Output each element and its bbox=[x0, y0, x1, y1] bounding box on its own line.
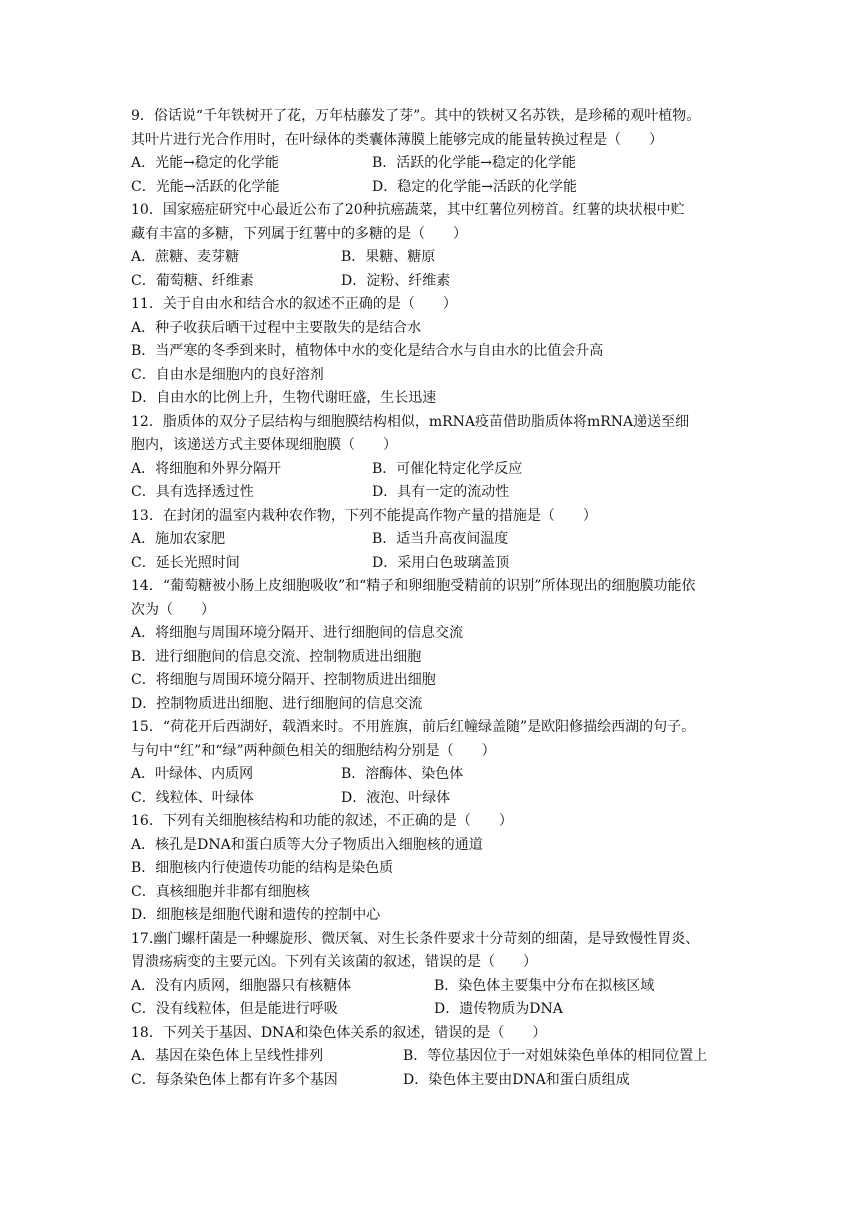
question-18-options-row-2 bbox=[131, 1069, 731, 1093]
option-b: B．进行细胞间的信息交流、控制物质进出细胞 bbox=[131, 648, 422, 665]
option-c: C．没有线粒体，但是能进行呼吸 bbox=[131, 1001, 338, 1017]
option-b: B．等位基因位于一对姐妹染色单体的相同位置上 bbox=[403, 1048, 708, 1064]
option-a: A．核孔是DNA和蛋白质等大分子物质出入细胞核的通道 bbox=[131, 836, 483, 853]
option-c: C．延长光照时间 bbox=[131, 554, 240, 571]
option-c: C．具有选择透过性 bbox=[131, 484, 254, 500]
question-10-options-row-2 bbox=[131, 270, 731, 294]
option-d: D．控制物质进出细胞、进行细胞间的信息交流 bbox=[131, 695, 423, 712]
option-b: B．果糖、糖原 bbox=[341, 249, 436, 265]
option-a: A．光能→稳定的化学能 bbox=[131, 155, 279, 171]
question-14-stem-line-2: 次为（ ） bbox=[131, 601, 215, 618]
option-c: C．光能→活跃的化学能 bbox=[131, 178, 280, 195]
option-a: A．施加农家肥 bbox=[131, 531, 226, 547]
option-c: C．真核细胞并非都有细胞核 bbox=[131, 883, 310, 900]
option-d: D．遗传物质为DNA bbox=[434, 1001, 563, 1017]
option-d: D．细胞核是细胞代谢和遗传的控制中心 bbox=[131, 907, 381, 923]
question-17-options-row-1 bbox=[131, 975, 731, 999]
option-a: A．将细胞和外界分隔开 bbox=[131, 460, 282, 477]
question-9-stem-line-1: 9．俗话说“千年铁树开了花，万年枯藤发了芽”。其中的铁树又名苏铁，是珍稀的观叶植物。 bbox=[131, 108, 701, 124]
question-15-options-row-2 bbox=[131, 787, 731, 811]
question-13-options-row-1 bbox=[131, 528, 731, 552]
option-a: A．基因在染色体上呈线性排列 bbox=[131, 1048, 324, 1064]
question-18-stem: 18．下列关于基因、DNA和染色体关系的叙述，错误的是（ ） bbox=[131, 1024, 547, 1041]
question-10-options-row-1 bbox=[131, 246, 731, 270]
option-a: A．种子收获后晒干过程中主要散失的是结合水 bbox=[131, 319, 422, 336]
option-b: B．溶酶体、染色体 bbox=[341, 766, 464, 782]
question-10-stem-line-2: 藏有丰富的多糖，下列属于红薯中的多糖的是（ ） bbox=[131, 225, 467, 242]
question-12-stem-line-1: 12．脂质体的双分子层结构与细胞膜结构相似，mRNA疫苗借助脂质体将mRNA递送至细 bbox=[131, 413, 690, 430]
option-b: B．活跃的化学能→稳定的化学能 bbox=[372, 155, 577, 171]
question-17-options-row-2 bbox=[131, 998, 731, 1022]
option-b: B．细胞核内行使遗传功能的结构是染色质 bbox=[131, 860, 394, 876]
option-d: D．淀粉、纤维素 bbox=[341, 272, 451, 289]
option-d: D．液泡、叶绿体 bbox=[341, 789, 451, 806]
question-9-options-row-2 bbox=[131, 176, 731, 200]
option-b: B．适当升高夜间温度 bbox=[372, 531, 509, 547]
option-c: C．每条染色体上都有许多个基因 bbox=[131, 1071, 338, 1088]
option-b: B．可催化特定化学反应 bbox=[372, 460, 523, 477]
question-14-stem-line-1: 14．“葡萄糖被小肠上皮细胞吸收”和“精子和卵细胞受精前的识别”所体现出的细胞膜功能依 bbox=[131, 578, 696, 594]
option-d: D．具有一定的流动性 bbox=[372, 484, 510, 500]
option-c: C．自由水是细胞内的良好溶剂 bbox=[131, 366, 324, 383]
option-a: A．将细胞与周围环境分隔开、进行细胞间的信息交流 bbox=[131, 625, 464, 641]
option-d: D．自由水的比例上升，生物代谢旺盛，生长迅速 bbox=[131, 390, 437, 406]
question-9-stem-line-2: 其叶片进行光合作用时，在叶绿体的类囊体薄膜上能够完成的能量转换过程是（ ） bbox=[131, 131, 663, 148]
question-15-stem-line-2: 与句中“红”和“绿”两种颜色相关的细胞结构分别是（ ） bbox=[131, 742, 496, 759]
option-c: C．葡萄糖、纤维素 bbox=[131, 272, 254, 289]
option-a: A．蔗糖、麦芽糖 bbox=[131, 249, 240, 265]
question-17-stem-line-2: 胃溃疡病变的主要元凶。下列有关该菌的叙述，错误的是（ ） bbox=[131, 954, 537, 970]
question-list bbox=[131, 105, 731, 1092]
question-18-options-row-1 bbox=[131, 1045, 731, 1069]
option-c: C．将细胞与周围环境分隔开、控制物质进出细胞 bbox=[131, 672, 436, 688]
option-c: C．线粒体、叶绿体 bbox=[131, 789, 254, 806]
question-15-stem-line-1: 15．“荷花开后西湖好，载酒来时。不用旌旗，前后红幢绿盖随”是欧阳修描绘西湖的句子。 bbox=[131, 719, 696, 735]
option-d: D．稳定的化学能→活跃的化学能 bbox=[372, 178, 577, 195]
question-12-options-row-1 bbox=[131, 458, 731, 482]
option-a: A．没有内质网，细胞器只有核糖体 bbox=[131, 977, 352, 994]
option-b: B．染色体主要集中分布在拟核区域 bbox=[434, 977, 655, 994]
question-13-options-row-2 bbox=[131, 552, 731, 576]
question-13-stem: 13．在封闭的温室内栽种农作物，下列不能提高作物产量的措施是（ ） bbox=[131, 507, 597, 524]
option-a: A．叶绿体、内质网 bbox=[131, 766, 254, 782]
question-17-stem-line-1: 17.幽门螺杆菌是一种螺旋形、微厌氧、对生长条件要求十分苛刻的细菌，是导致慢性胃炎、 bbox=[131, 930, 700, 947]
question-15-options-row-1 bbox=[131, 763, 731, 787]
question-16-stem: 16．下列有关细胞核结构和功能的叙述，不正确的是（ ） bbox=[131, 813, 513, 829]
question-9-options-row-1 bbox=[131, 152, 731, 176]
question-10-stem-line-1: 10．国家癌症研究中心最近公布了20种抗癌蔬菜，其中红薯位列榜首。红薯的块状根中贮 bbox=[131, 202, 685, 218]
option-b: B．当严寒的冬季到来时，植物体中水的变化是结合水与自由水的比值会升高 bbox=[131, 343, 604, 359]
question-11-stem: 11．关于自由水和结合水的叙述不正确的是（ ） bbox=[131, 296, 457, 312]
question-12-stem-line-2: 胞内，该递送方式主要体现细胞膜（ ） bbox=[131, 437, 397, 453]
option-d: D．采用白色玻璃盖顶 bbox=[372, 554, 510, 571]
option-d: D．染色体主要由DNA和蛋白质组成 bbox=[403, 1071, 630, 1088]
question-12-options-row-2 bbox=[131, 481, 731, 505]
